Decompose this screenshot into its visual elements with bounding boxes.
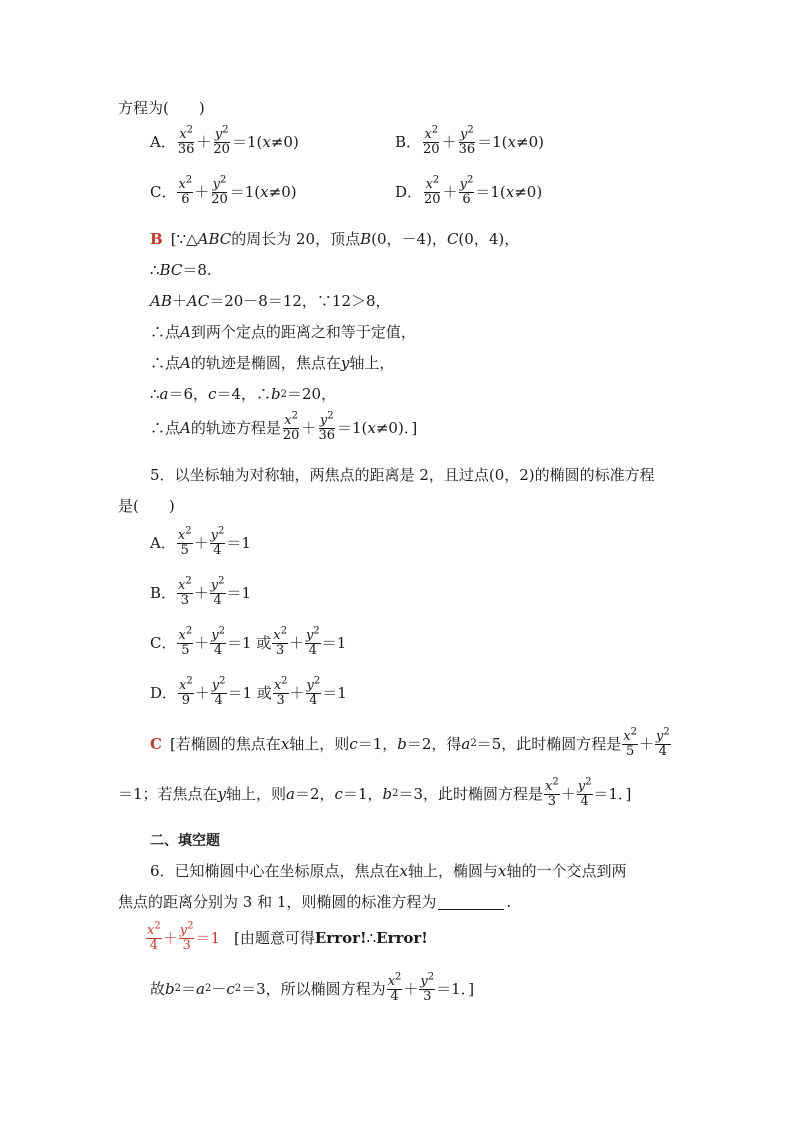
fraction: $\frac{y^2}{4}$ bbox=[210, 575, 225, 608]
fraction: $\frac{y^2}{4}$ bbox=[577, 776, 592, 809]
q4-solution-line-1: B [∵△ ABC 的周长为 20，顶点 B (0，－4)， C (0，4)， bbox=[150, 230, 520, 248]
answer-letter: C bbox=[150, 734, 162, 753]
fraction: $\frac{y^2}{3}$ bbox=[420, 971, 435, 1004]
fraction: $\frac{y^2}{6}$ bbox=[459, 174, 474, 207]
fraction: $\frac{x^2}{5}$ bbox=[178, 625, 193, 658]
fraction: $\frac{y^2}{20}$ bbox=[211, 174, 228, 207]
q4-solution-line-3: AB ＋ AC ＝20－8＝12，∵12＞8， bbox=[150, 292, 391, 310]
fraction: $\frac{x^2}{20}$ bbox=[424, 174, 441, 207]
q5-option-b: B． $\frac{x^2}{3}$ ＋ $\frac{y^2}{4}$ ＝1 bbox=[150, 575, 252, 608]
q5-stem-line-1: 5．以坐标轴为对称轴，两焦点的距离是 2，且过点(0，2)的椭圆的标准方程 bbox=[150, 466, 655, 484]
fraction: $\frac{x^2}{3}$ bbox=[273, 625, 287, 658]
q6-stem-line-1: 6．已知椭圆中心在坐标原点，焦点在 x 轴上，椭圆与 x 轴的一个交点到两 bbox=[150, 862, 627, 880]
fraction: $\frac{y^2}{36}$ bbox=[318, 410, 335, 443]
answer-blank bbox=[438, 895, 504, 910]
fraction: $\frac{y^2}{36}$ bbox=[458, 124, 476, 157]
section-heading: 二、填空题 bbox=[150, 833, 220, 849]
q4-solution-line-4: ∴点 A 到两个定点的距离之和等于定值， bbox=[150, 323, 416, 341]
fraction: $\frac{x^2}{4}$ bbox=[147, 920, 161, 953]
fraction: $\frac{x^2}{5}$ bbox=[177, 525, 192, 558]
fraction: $\frac{y^2}{4}$ bbox=[211, 675, 226, 708]
q6-solution-line-2: 故 b 2 ＝ a 2 － c 2 ＝3，所以椭圆方程为 $\frac{x^2}{4}$ ＋ $\frac{y^2}{3}$ ＝1．] bbox=[150, 971, 475, 1004]
q6-answer-line: $\frac{x^2}{4}$ ＋ $\frac{y^2}{3}$ ＝1 [由题意可得 Error! ∴ Error! bbox=[147, 920, 428, 953]
q4-solution-line-6: ∴ a ＝6， c ＝4，∴ b 2 ＝20， bbox=[150, 385, 337, 403]
fraction: $\frac{x^2}{6}$ bbox=[178, 174, 193, 207]
q4-solution-line-2: ∴ BC ＝8. bbox=[150, 261, 212, 279]
q5-option-d: D． $\frac{x^2}{9}$ ＋ $\frac{y^2}{4}$ ＝1 或 $\frac{x^2}{3}$ ＋ $\frac{y^2}{4}$ ＝1 bbox=[150, 675, 347, 708]
q4-solution-line-5: ∴点 A 的轨迹是椭圆，焦点在 y 轴上， bbox=[150, 354, 395, 372]
fraction: $\frac{x^2}{20}$ bbox=[423, 124, 440, 157]
fraction: $\frac{y^2}{4}$ bbox=[210, 525, 225, 558]
fraction: $\frac{x^2}{3}$ bbox=[545, 776, 559, 809]
answer-letter: B bbox=[150, 230, 163, 248]
q4-option-a: A． $\frac{x^2}{36}$ ＋ $\frac{y^2}{20}$ ＝1( x ≠0) bbox=[150, 124, 299, 157]
fraction: $\frac{y^2}{3}$ bbox=[179, 920, 194, 953]
q5-stem-line-2: 是( ) bbox=[118, 497, 175, 515]
fraction: $\frac{y^2}{4}$ bbox=[211, 625, 225, 658]
fraction: $\frac{y^2}{4}$ bbox=[306, 675, 321, 708]
q5-option-a: A． $\frac{x^2}{5}$ ＋ $\frac{y^2}{4}$ ＝1 bbox=[150, 525, 251, 558]
fraction: $\frac{x^2}{3}$ bbox=[273, 675, 288, 708]
fraction: $\frac{x^2}{36}$ bbox=[177, 124, 195, 157]
fraction: $\frac{x^2}{20}$ bbox=[282, 410, 300, 443]
fraction: $\frac{x^2}{4}$ bbox=[387, 971, 402, 1004]
q4-option-c: C． $\frac{x^2}{6}$ ＋ $\frac{y^2}{20}$ ＝1( x ≠0) bbox=[150, 174, 297, 207]
q5-solution-line-1: C [若椭圆的焦点在 x 轴上，则 c ＝1， b ＝2，得 a 2 ＝5，此时椭圆方程是 $\frac{x^2}{5}$ ＋ $\frac{y^2}{4}$ bbox=[150, 726, 670, 759]
fraction: $\frac{y^2}{4}$ bbox=[656, 726, 670, 759]
q4-option-d: D． $\frac{x^2}{20}$ ＋ $\frac{y^2}{6}$ ＝1( x ≠0) bbox=[395, 174, 543, 207]
fraction: $\frac{x^2}{3}$ bbox=[178, 575, 192, 608]
q6-stem-line-2: 焦点的距离分别为 3 和 1，则椭圆的标准方程为 . bbox=[118, 893, 512, 911]
fraction: $\frac{x^2}{9}$ bbox=[179, 675, 193, 708]
q4-stem-tail: 方程为( ) bbox=[118, 99, 205, 117]
q4-solution-line-7: ∴点 A 的轨迹方程是 $\frac{x^2}{20}$ ＋ $\frac{y^2}{36}$ ＝1( x ≠0)．] bbox=[150, 410, 418, 443]
fraction: $\frac{y^2}{4}$ bbox=[306, 625, 320, 658]
q5-solution-line-2: ＝1；若焦点在 y 轴上，则 a ＝2， c ＝1， b 2 ＝3，此时椭圆方程是 $\frac{x^2}{3}$ ＋ $\frac{y^2}{4}$ ＝1．] bbox=[118, 776, 632, 809]
fraction: $\frac{y^2}{20}$ bbox=[213, 124, 230, 157]
fraction: $\frac{x^2}{5}$ bbox=[623, 726, 637, 759]
q5-option-c: C． $\frac{x^2}{5}$ ＋ $\frac{y^2}{4}$ ＝1 或 $\frac{x^2}{3}$ ＋ $\frac{y^2}{4}$ ＝1 bbox=[150, 625, 347, 658]
q4-option-b: B． $\frac{x^2}{20}$ ＋ $\frac{y^2}{36}$ ＝1( x ≠0) bbox=[395, 124, 544, 157]
